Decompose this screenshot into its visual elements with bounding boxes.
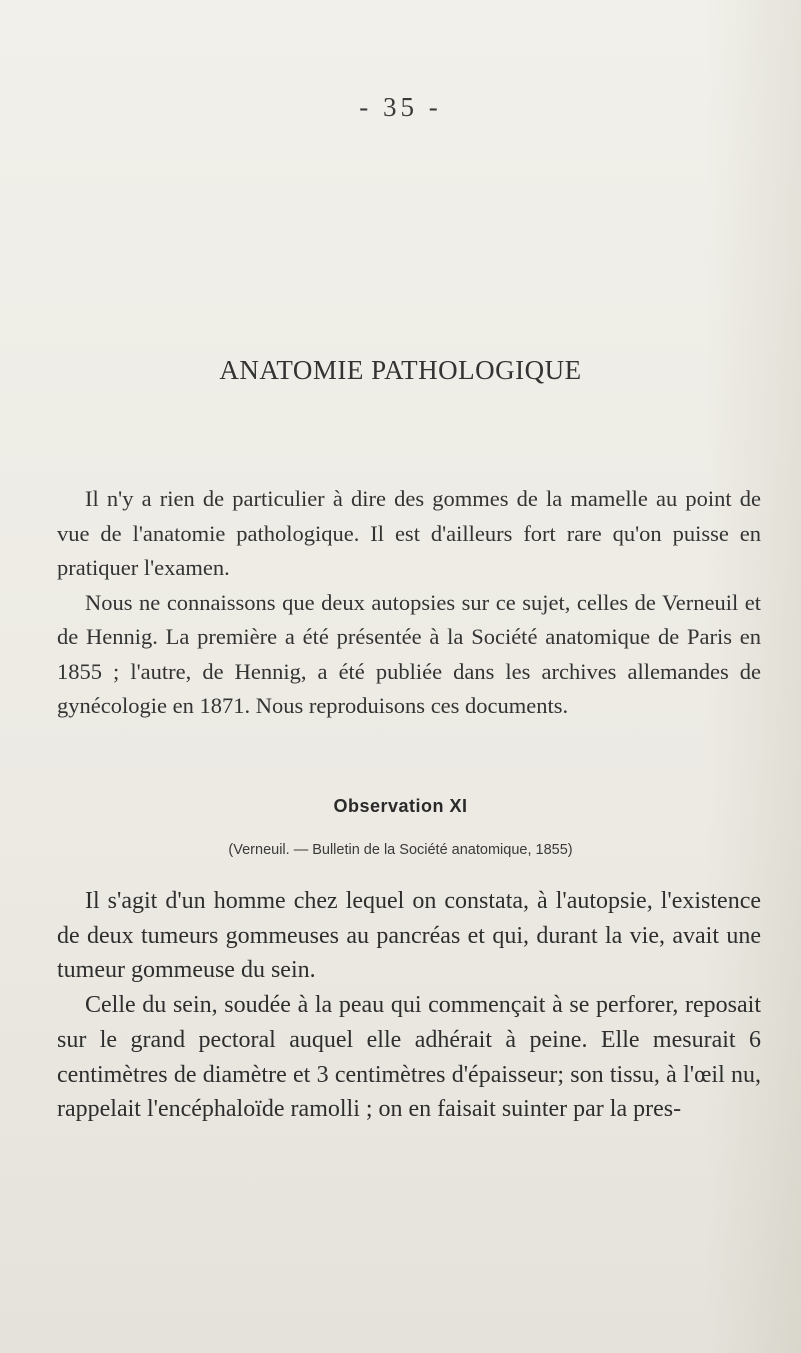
intro-text [0, 482, 801, 724]
observation-source: (Verneuil. — Bulletin de la Société anatomique, 1855) [228, 842, 573, 858]
paragraph: Il n'y a rien de particulier à dire des gommes de la mamelle au point de vue de l'anatomie pathologique. Il est d'ailleurs fort rare qu'on puisse en pratiquer l'examen. [57, 486, 761, 580]
section-title: ANATOMIE PATHOLOGIQUE [219, 355, 582, 385]
paragraph: Nous ne connaissons que deux autopsies sur ce sujet, celles de Verneuil et de Hennig. La première a été présentée à la Société anatomique de Paris en 1855 ; l'autre, de Hennig, a été publiée dans les archives allemandes de gynécologie en 1871. Nous reproduisons ces documents. [57, 589, 761, 718]
observation-title: Observation XI [333, 796, 468, 816]
observation-text [0, 884, 801, 1127]
paragraph: Il s'agit d'un homme chez lequel on constata, à l'autopsie, l'existence de deux tumeurs gommeuses au pancréas et qui, durant la vie, avait une tumeur gommeuse du sein. [57, 888, 761, 984]
paragraph: Celle du sein, soudée à la peau qui commençait à se perforer, reposait sur le grand pectoral auquel elle adhérait à peine. Elle mesurait 6 centimètres de diamètre et 3 centimètres d'épaisseur; son tissu, à l'œil nu, rappelait l'encéphaloïde ramolli ; on en faisait suinter par la pres- [57, 992, 761, 1123]
page-number: - 35 - [359, 92, 442, 122]
